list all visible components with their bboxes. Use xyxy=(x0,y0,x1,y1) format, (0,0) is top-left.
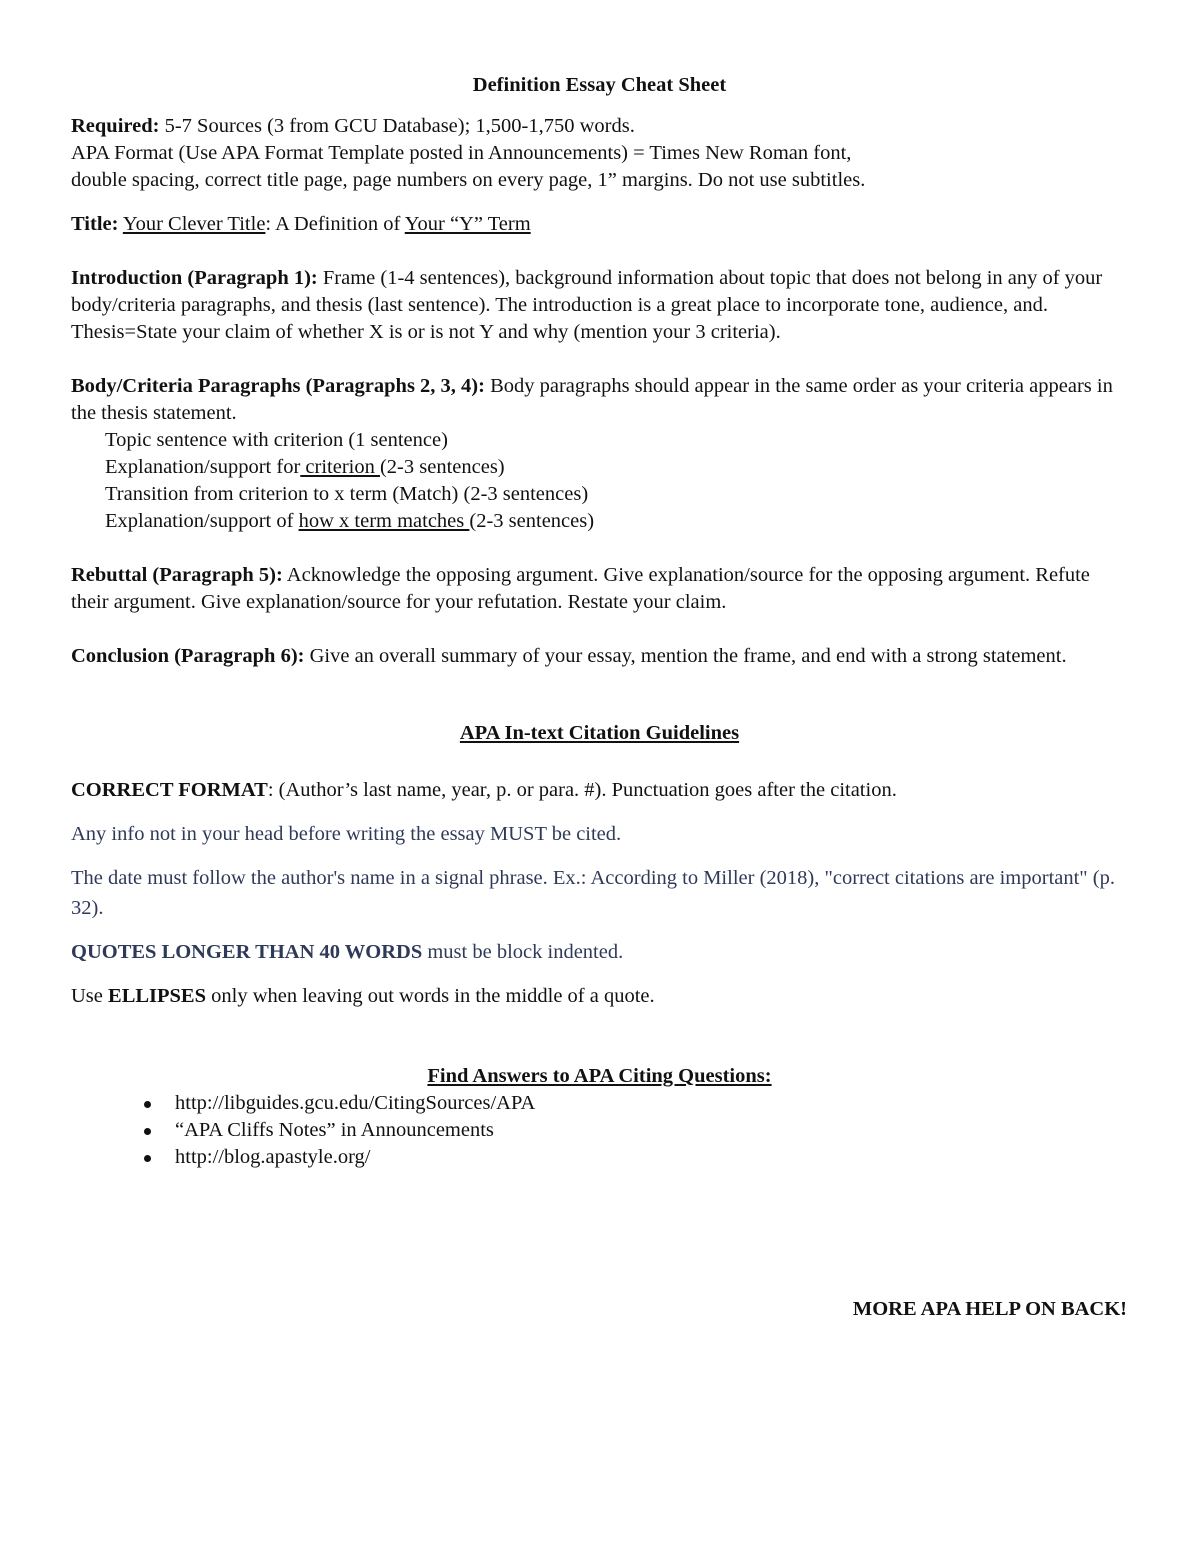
resource-item-libguides[interactable] xyxy=(142,1090,1128,1117)
introduction-label: Introduction (Paragraph 1): xyxy=(71,267,318,289)
required-label: Required: xyxy=(71,115,160,137)
criteria-item: Topic sentence with criterion (1 sentence) xyxy=(105,429,448,451)
body-paragraph xyxy=(71,373,1128,427)
bullet-icon xyxy=(144,1128,151,1135)
y-term: Your “Y” Term xyxy=(404,213,531,235)
criteria-item xyxy=(105,454,1128,481)
criterion-underlined: criterion xyxy=(300,456,380,478)
required-section xyxy=(71,113,1128,194)
criteria-item-count: (2-3 sentences) xyxy=(469,510,595,532)
required-line-1 xyxy=(71,113,1128,140)
ellipses-rule xyxy=(71,981,1128,1011)
resource-list xyxy=(71,1090,1128,1171)
resource-link[interactable]: http://blog.apastyle.org/ xyxy=(175,1146,371,1168)
correct-format-text: : (Author’s last name, year, p. or para. #). Punctuation goes after the citation. xyxy=(267,779,897,801)
date-rule: The date must follow the author's name in a signal phrase. Ex.: According to Miller (2018), "correct citations are important" (p. 32). xyxy=(71,867,1115,919)
ellipses-pre: Use xyxy=(71,985,109,1007)
ellipses-text: only when leaving out words in the middle of a quote. xyxy=(206,985,655,1007)
definition-of: : A Definition of xyxy=(265,213,405,235)
cite-rule: Any info not in your head before writing the essay MUST be cited. xyxy=(71,823,622,845)
criteria-item: Transition from criterion to x term (Match) (2-3 sentences) xyxy=(105,483,589,505)
correct-format-label: CORRECT FORMAT xyxy=(71,779,268,801)
conclusion-label: Conclusion (Paragraph 6): xyxy=(71,645,305,667)
criteria-item-text: Explanation/support of xyxy=(105,510,299,532)
criteria-item-text: Explanation/support for xyxy=(105,456,301,478)
introduction-paragraph xyxy=(71,265,1128,346)
rebuttal-text: Acknowledge the opposing argument. Give explanation/source for the opposing argument. Refute their argument. Give explanation/source for your refutation. Restate your claim. xyxy=(71,564,1090,613)
find-answers-heading: Find Answers to APA Citing Questions: xyxy=(427,1065,772,1087)
resource-item-cliffs-notes xyxy=(142,1117,1128,1144)
resource-text: “APA Cliffs Notes” in Announcements xyxy=(175,1119,494,1141)
match-underlined: how x term matches xyxy=(298,510,470,532)
title-line xyxy=(71,211,1128,238)
resource-link[interactable]: http://libguides.gcu.edu/CitingSources/APA xyxy=(175,1092,536,1114)
quotes-text: must be block indented. xyxy=(422,941,624,963)
bullet-icon xyxy=(144,1101,151,1108)
body-criteria-section xyxy=(71,373,1128,535)
more-help-note: MORE APA HELP ON BACK! xyxy=(852,1298,1127,1320)
introduction-text: Frame (1-4 sentences), background information about topic that does not belong in any of your body/criteria paragraphs, and thesis (last sentence). The introduction is a great place to incorporate tone, audience, and. Thesis=State your claim of whether X is or is not Y and why (mention your 3 criteria). xyxy=(71,267,1103,343)
quotes-rule xyxy=(71,937,1128,967)
bullet-icon xyxy=(144,1155,151,1162)
apa-citation-heading: APA In-text Citation Guidelines xyxy=(459,722,740,744)
clever-title: Your Clever Title xyxy=(122,213,266,235)
criteria-item-count: (2-3 sentences) xyxy=(379,456,505,478)
body-text: Body paragraphs should appear in the same order as your criteria appears in the thesis statement. xyxy=(71,375,1113,424)
rebuttal-label: Rebuttal (Paragraph 5): xyxy=(71,564,283,586)
document-title: Definition Essay Cheat Sheet xyxy=(472,74,727,96)
criteria-list xyxy=(71,427,1128,535)
conclusion-text: Give an overall summary of your essay, mention the frame, and end with a strong statement. xyxy=(304,645,1067,667)
resource-item-apastyle[interactable] xyxy=(142,1144,1128,1171)
quotes-label: QUOTES LONGER THAN 40 WORDS xyxy=(71,941,423,963)
required-line-2: APA Format (Use APA Format Template posted in Announcements) = Times New Roman font, xyxy=(71,142,852,164)
ellipses-label: ELLIPSES xyxy=(108,985,207,1007)
criteria-item xyxy=(105,508,1128,535)
correct-format-line xyxy=(71,775,1128,805)
required-text: 5-7 Sources (3 from GCU Database); 1,500-1,750 words. xyxy=(159,115,635,137)
body-label: Body/Criteria Paragraphs (Paragraphs 2, 3, 4): xyxy=(71,375,485,397)
rebuttal-paragraph xyxy=(71,562,1128,616)
conclusion-paragraph xyxy=(71,643,1128,670)
title-label: Title: xyxy=(71,213,119,235)
required-line-3: double spacing, correct title page, page numbers on every page, 1” margins. Do not use subtitles. xyxy=(71,169,866,191)
